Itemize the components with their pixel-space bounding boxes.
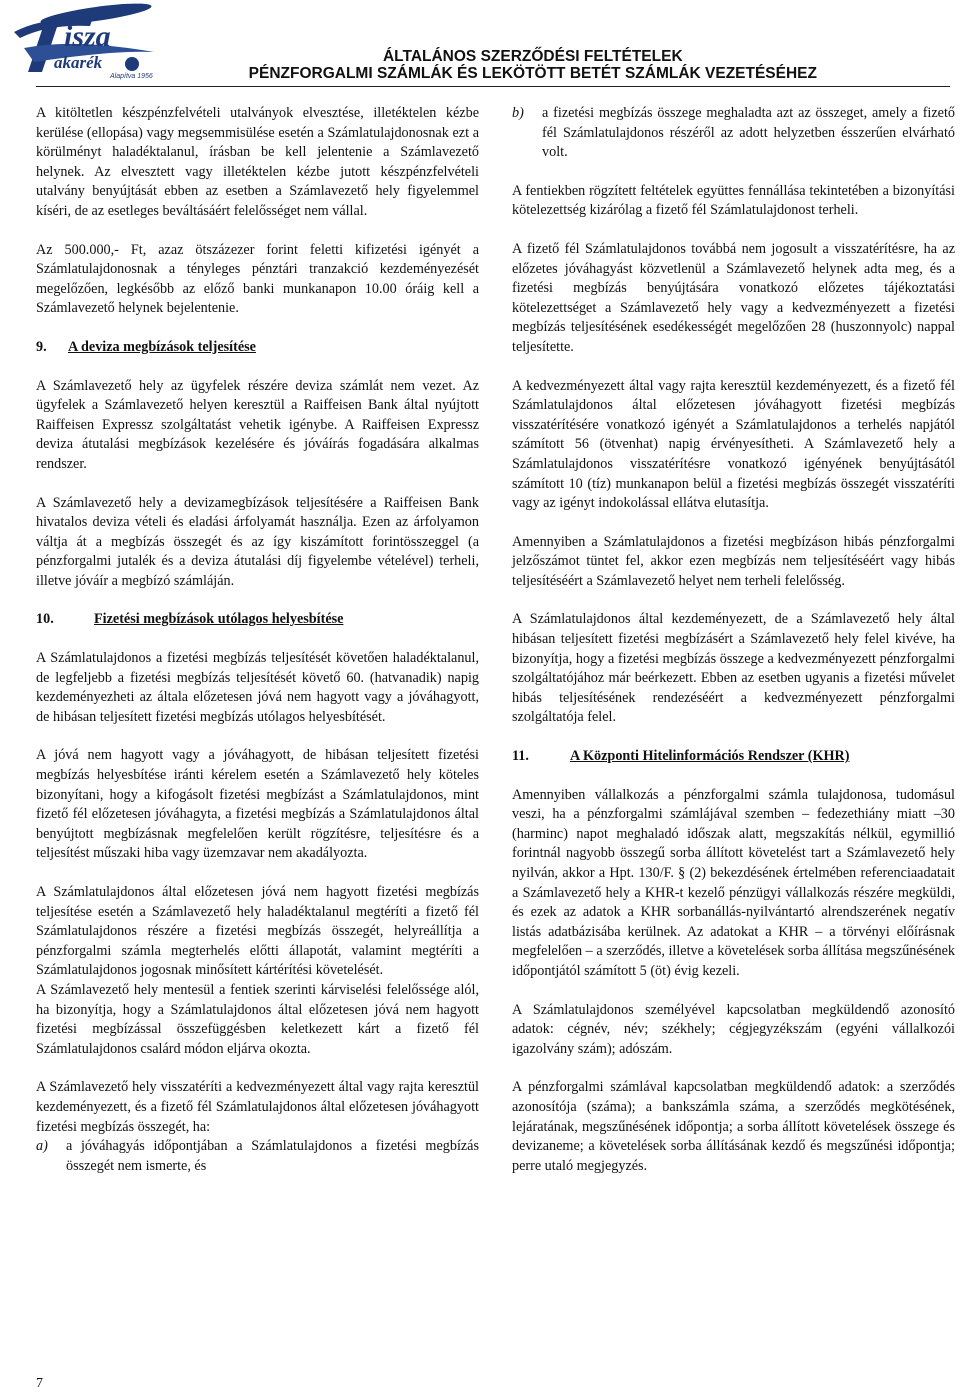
list-item-label: a) — [36, 1138, 48, 1155]
section-heading-11 — [512, 747, 955, 767]
list-item-b — [512, 104, 955, 163]
header-title: ÁLTALÁNOS SZERZŐDÉSI FELTÉTELEK — [382, 48, 683, 65]
section-title: A deviza megbízások teljesítése — [68, 338, 256, 355]
paragraph: Amennyiben vállalkozás a pénzforgalmi számla tulajdonosa, tudomásul veszi, ha a pénzforgalmi számlájával szemben – fedezethiány miatt –30 (harminc) napot meghaladó időszak alatt, megszakítás nélkül, egymillió forintnál nagyobb összegű sorba állított követelést tart a Számlavezető hely nyilván, akkor a Hpt. 130/F. § (2) bekezdésének értelmében referenciaadatait a Számlavezető hely a KHR-t kezelő pénzügyi vállalkozás részére megküldi, és ezek az adatok a KHR sorbanállás-nyilvántartó alrendszerének negatív listás adatbázisába kerülnek. Az adatokat a KHR – a törvényi előírásnak megfelelően – a szerződés, illetve a követelések sorba állítása megszűnésének időpontjától számított 5 (öt) évig kezeli. — [512, 786, 955, 979]
paragraph: A Számlatulajdonos által kezdeményezett, de a Számlavezető hely által hibásan teljesített fizetési megbízásért a Számlavezető hely felel kivéve, ha bizonyítja, hogy a fizetési megbízás összege a kedvezményezett pénzforgalmi szolgáltatójához már beérkezett. Ebben az esetben ugyanis a fizetési művelet hibás teljesítésének rendezéséért a kedvezményezett pénzforgalmi szolgáltatója felel. — [512, 611, 955, 726]
section-number: 9. — [36, 338, 47, 355]
paragraph: Az 500.000,- Ft, azaz ötszázezer forint feletti kifizetési igényét a Számlatulajdonosnak a tényleges pénztári tranzakció kezdeményezését megelőzően, legkésőbb az előző banki munkanapon 10.00 óráig kell a Számlavezető helynek bejelentenie. — [36, 241, 479, 317]
paragraph: A fentiekben rögzített feltételek együttes fennállása tekintetében a bizonyítási kötelezettség kizárólag a fizető fél Számlatulajdonost terheli. — [512, 182, 955, 219]
paragraph: A jóvá nem hagyott vagy a jóváhagyott, de hibásan teljesített fizetési megbízás helyesbítése iránti kérelem esetén a Számlavezető hely köteles bizonyítani, hogy a kifogásolt fizetési megbízást a Számlatulajdonos, mint fizető fél előzetesen jóváhagyta, a fizetési megbízás a Számlatulajdonos által benyújtott megbízásnak megfelelően került rögzítésre, teljesítésre és a teljesítést műszaki hiba vagy üzemzavar nem akadályozta. — [36, 747, 479, 862]
svg-text:Alapítva 1956: Alapítva 1956 — [110, 73, 153, 80]
right-column — [512, 104, 955, 1195]
paragraph: A pénzforgalmi számlával kapcsolatban megküldendő adatok: a szerződés azonosítója (száma); a bankszámla száma, a szerződés megkötésének, lejáratának, megszűnésének időpontja; a sorba állított követelések összege és devizaneme; a követelések sorba állításának kezdő és megszűnési időpontja; perre utaló megjegyzés. — [512, 1079, 955, 1174]
paragraph: A Számlavezető hely mentesül a fentiek szerinti kárviselési felelőssége alól, ha bizonyítja, hogy a Számlatulajdonos által előzetesen jóvá nem hagyott fizetési megbízással összefüggésben keletkezett kárt a fizető fél Számlatulajdonos csalárd módon eljárva okozta. — [36, 981, 479, 1057]
section-title: A Központi Hitelinformációs Rendszer (KHR) — [570, 748, 850, 765]
header-rule — [36, 86, 950, 87]
paragraph: A fizető fél Számlatulajdonos továbbá nem jogosult a visszatérítésre, ha az előzetes jóváhagyást közvetlenül a Számlavezető helynek adta meg, és a fizetési megbízás benyújtására vonatkozó előzetes tájékoztatási kötelezettséget a Számlavezető hely vagy a kedvezményezett a fizetési megbízás teljesítésének esedékességét megelőzően 28 (huszonnyolc) nappal teljesítette. — [512, 240, 955, 355]
paragraph: A Számlatulajdonos által előzetesen jóvá nem hagyott fizetési megbízás teljesítése esetén a Számlavezető hely haladéktalanul megtéríti a fizető fél Számlatulajdonos részére a fizetési megbízás összegét, helyreállítja a pénzforgalmi számla megterhelés előtti állapotát, valamint megtéríti a Számlatulajdonos jogosnak minősített kártérítési követelését. — [36, 884, 479, 979]
section-number: 11. — [512, 748, 529, 765]
list-item-a — [36, 1137, 479, 1176]
section-heading-10 — [36, 610, 479, 630]
paragraph: A Számlavezető hely visszatéríti a kedvezményezett által vagy rajta keresztül kezdeményezett, és a fizető fél Számlatulajdonos által előzetesen jóváhagyott fizetési megbízás összegét, ha: — [36, 1079, 479, 1135]
paragraph: A kitöltetlen készpénzfelvételi utalványok elvesztése, illetéktelen kézbe kerülése (ellopása) vagy megsemmisülése esetén a Számlatulajdonosnak ezt a körülményt haladéktalanul, írásban be kell jelentenie a Számlavezető helynek. Az elvesztett vagy illetéktelen kézbe jutott készpénzfelvételi utalvány benyújtását ebben az esetben a Számlavezető hely figyelemmel kíséri, de az esetleges beváltásáért felelősséget nem vállal. — [36, 105, 479, 219]
list-item-text: a fizetési megbízás összege meghaladta azt az összeget, amely a fizető fél Számlatulajdonos részéről az adott helyzetben ésszerűen elvárható volt. — [542, 105, 955, 161]
paragraph: A Számlavezető hely a devizamegbízások teljesítésére a Raiffeisen Bank hivatalos deviza vételi és eladási árfolyamát használja. Ezen az árfolyamon váltja át a megbízás összegét és az így kiszámított forintösszeggel (a pénzforgalmi jutalék és a deviza átutalási díj figyelembe vételével) terheli, illetve jóváír a megbízó számláján. — [36, 494, 479, 589]
document-header — [249, 48, 817, 82]
list-item-text: a jóváhagyás időpontjában a Számlatulajdonos a fizetési megbízás összegét nem ismerte, és — [66, 1138, 479, 1174]
paragraph: A kedvezményezett által vagy rajta keresztül kezdeményezett, és a fizető fél Számlatulajdonos által előzetesen jóváhagyott fizetési megbízás visszatérítésére vonatkozó igényét a Számlatulajdonos a terhelés napjától számított 56 (ötvenhat) napig érvényesítheti. A Számlavezető hely a Számlatulajdonos visszatérítésre vonatkozó igényének benyújtásától számított 10 (tíz) munkanapon belül a fizetési megbízás összegét visszatéríti vagy az igényt indokolással ellátva elutasítja. — [512, 377, 955, 512]
section-number: 10. — [36, 611, 54, 628]
svg-text:akarék: akarék — [54, 53, 103, 72]
header-subtitle: PÉNZFORGALMI SZÁMLÁK ÉS LEKÖTÖTT BETÉT SZÁMLÁK VEZETÉSÉHEZ — [248, 65, 817, 82]
paragraph: A Számlavezető hely az ügyfelek részére deviza számlát nem vezet. Az ügyfelek a Számlavezető helyen keresztül a Raiffeisen Bank által nyújtott Raiffeisen Expressz szolgáltatást vehetik igénybe. A Raiffeisen Expressz deviza átutalási megbízások kezelésére és jóváírás fogadására alkalmas rendszer. — [36, 377, 479, 472]
tisza-takarek-logo — [4, 2, 164, 82]
paragraph: A Számlatulajdonos személyével kapcsolatban megküldendő azonosító adatok: cégnév, név; székhely; cégjegyzékszám (egyéni vállalkozói igazolvány szám); adószám. — [512, 1001, 955, 1057]
paragraph: A Számlatulajdonos a fizetési megbízás teljesítését követően haladéktalanul, de legfeljebb a fizetési megbízás teljesítését követő 60. (hatvanadik) napig kezdeményezheti az általa előzetesen jóvá nem hagyott vagy a jóváhagyott, de hibásan teljesített fizetési megbízás utólagos helyesbítését. — [36, 650, 479, 725]
list-item-label: b) — [512, 105, 524, 121]
section-title: Fizetési megbízások utólagos helyesbítése — [94, 611, 344, 628]
svg-text:isza: isza — [64, 20, 111, 53]
left-column — [36, 104, 479, 1176]
paragraph: Amennyiben a Számlatulajdonos a fizetési megbízáson hibás pénzforgalmi jelzőszámot tüntet fel, akkor ezen megbízás nem teljesítéséért vagy hibás teljesítéséért a Számlavezető helyet nem terheli felelősség. — [512, 533, 955, 589]
section-heading-9 — [36, 338, 479, 358]
page-number: 7 — [36, 1376, 43, 1391]
